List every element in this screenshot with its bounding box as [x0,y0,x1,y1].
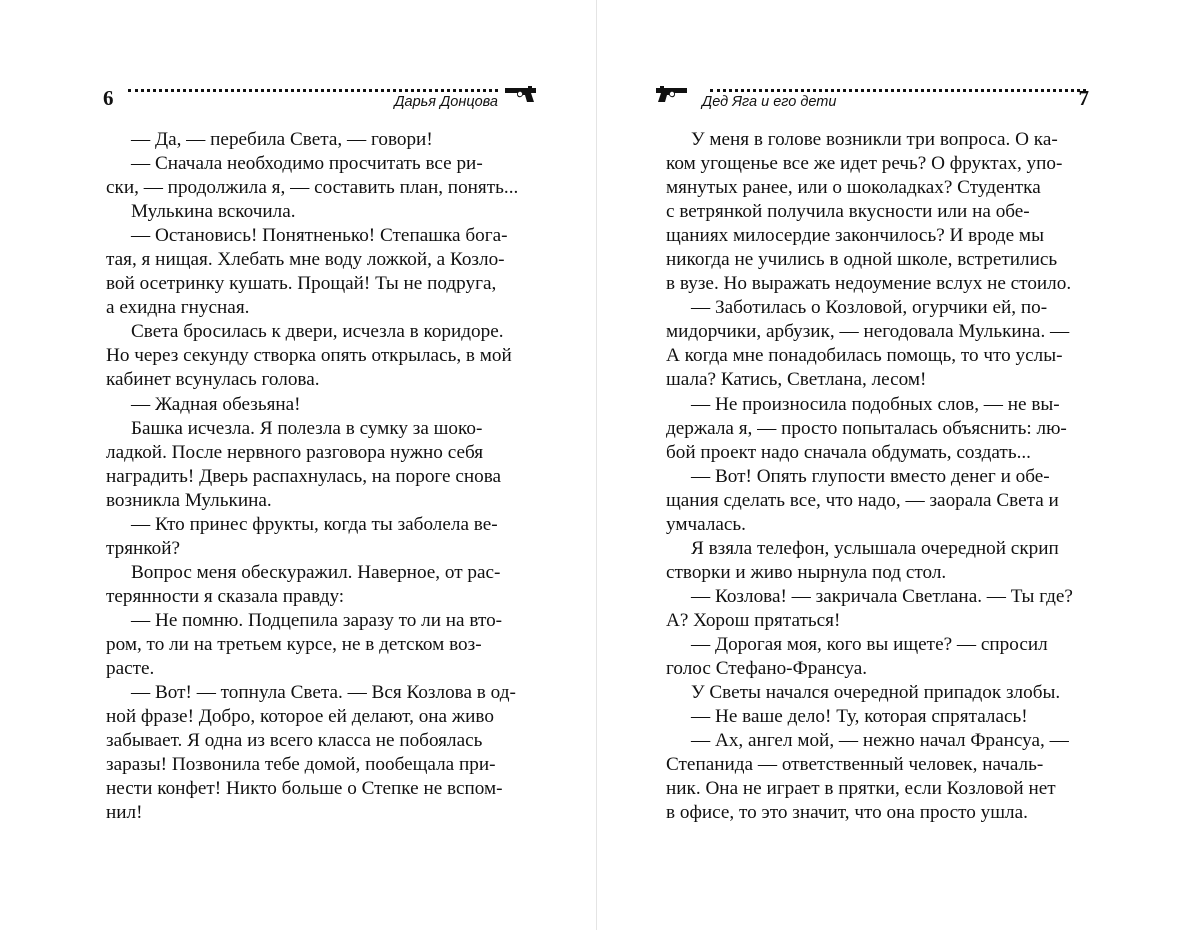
paragraph: — Дорогая моя, кого вы ищете? — спросил голос Стефано-Франсуа. [666,633,1048,680]
paragraph: — Не произносила подобных слов, — не вы- держала я, — просто попыталась объяснить: лю- бой проект надо сначала обдумать, создать... [666,393,1067,463]
right-page-header [666,78,1089,114]
paragraph: У Светы начался очередной припадок злобы. [691,682,1061,704]
paragraph: Мулькина вскочила. [131,201,296,223]
left-page [103,0,526,930]
dotted-rule [710,89,1086,92]
paragraph: — Не помню. Подцепила заразу то ли на вто- ром, то ли на третьем курсе, не в детском воз- расте. [106,609,503,680]
paragraph: Света бросилась к двери, исчезла в коридоре. Но через секунду створка опять открылась, в мой кабинет всунулась голова. [106,321,512,391]
paragraph: — Козлова! — закричала Светлана. — Ты где? А? Хорош прятаться! [666,585,1073,631]
paragraph: — Не ваше дело! Ту, которая спряталась! [691,706,1028,728]
paragraph: — Кто принес фрукты, когда ты заболела ве- трянкой? [106,513,498,559]
paragraph: — Ах, ангел мой, — нежно начал Франсуа, — Степанида — ответственный человек, началь- ник. Она не играет в прятки, если Козловой нет в офисе, то это значит, что она просто ушла. [666,730,1069,824]
left-page-header [103,78,526,114]
paragraph: — Да, — перебила Света, — говори! [131,129,433,150]
right-page [666,0,1089,930]
running-head-title: Дед Яга и его дети [702,94,837,110]
paragraph: — Заботилась о Козловой, огурчики ей, по- мидорчики, арбузик, — негодовала Мулькина. — А когда мне понадобилась помощь, то что услы- шала? Катись, Светлана, лесом! [666,297,1070,391]
left-page-body [106,128,526,825]
page-number: 7 [1078,86,1089,110]
revolver-icon [654,82,688,104]
running-head-author: Дарья Донцова [394,94,498,110]
paragraph: Вопрос меня обескуражил. Наверное, от рас- терянности я сказала правду: [106,561,501,607]
paragraph: — Жадная обезьяна! [131,393,301,415]
revolver-icon [504,82,538,104]
paragraph: Башка исчезла. Я полезла в сумку за шоко- ладкой. После нервного разговора нужно себя наградить! Дверь распахнулась, на пороге снова возникла Мулькина. [106,417,502,511]
dotted-rule [128,89,498,92]
paragraph: — Вот! Опять глупости вместо денег и обе- щания сделать все, что надо, — заорала Света и умчалась. [666,465,1059,535]
page-number: 6 [103,86,114,110]
book-spine-divider [596,0,597,930]
paragraph: — Вот! — топнула Света. — Вся Козлова в од- ной фразе! Добро, которое ей делают, она живо забывает. Я одна из всего класса не побоялась заразы! Позвонила тебе домой, пообещала при- нести конфет! Никто больше о Степке не вспом- нил! [106,682,516,824]
right-page-body [666,128,1086,825]
paragraph: — Остановись! Понятненько! Степашка бога- тая, я нищая. Хлебать мне воду ложкой, а Козло- вой осетринку кушать. Прощай! Ты не подруга, а ехидна гнусная. [106,225,508,319]
paragraph: Я взяла телефон, услышала очередной скрип створки и живо нырнула под стол. [666,537,1059,583]
paragraph: У меня в голове возникли три вопроса. О ка- ком угощенье все же идет речь? О фруктах, упо- мянутых ранее, или о шоколадках? Студентка с ветрянкой получила вкусности или на обе- щаниях милосердие закончилось? И вроде мы никогда не учились в одной школе, встретились в вузе. Но выражать недоумение вслух не стоило. [666,129,1072,295]
paragraph: — Сначала необходимо просчитать все ри- ски, — продолжила я, — составить план, понять... [106,153,519,199]
